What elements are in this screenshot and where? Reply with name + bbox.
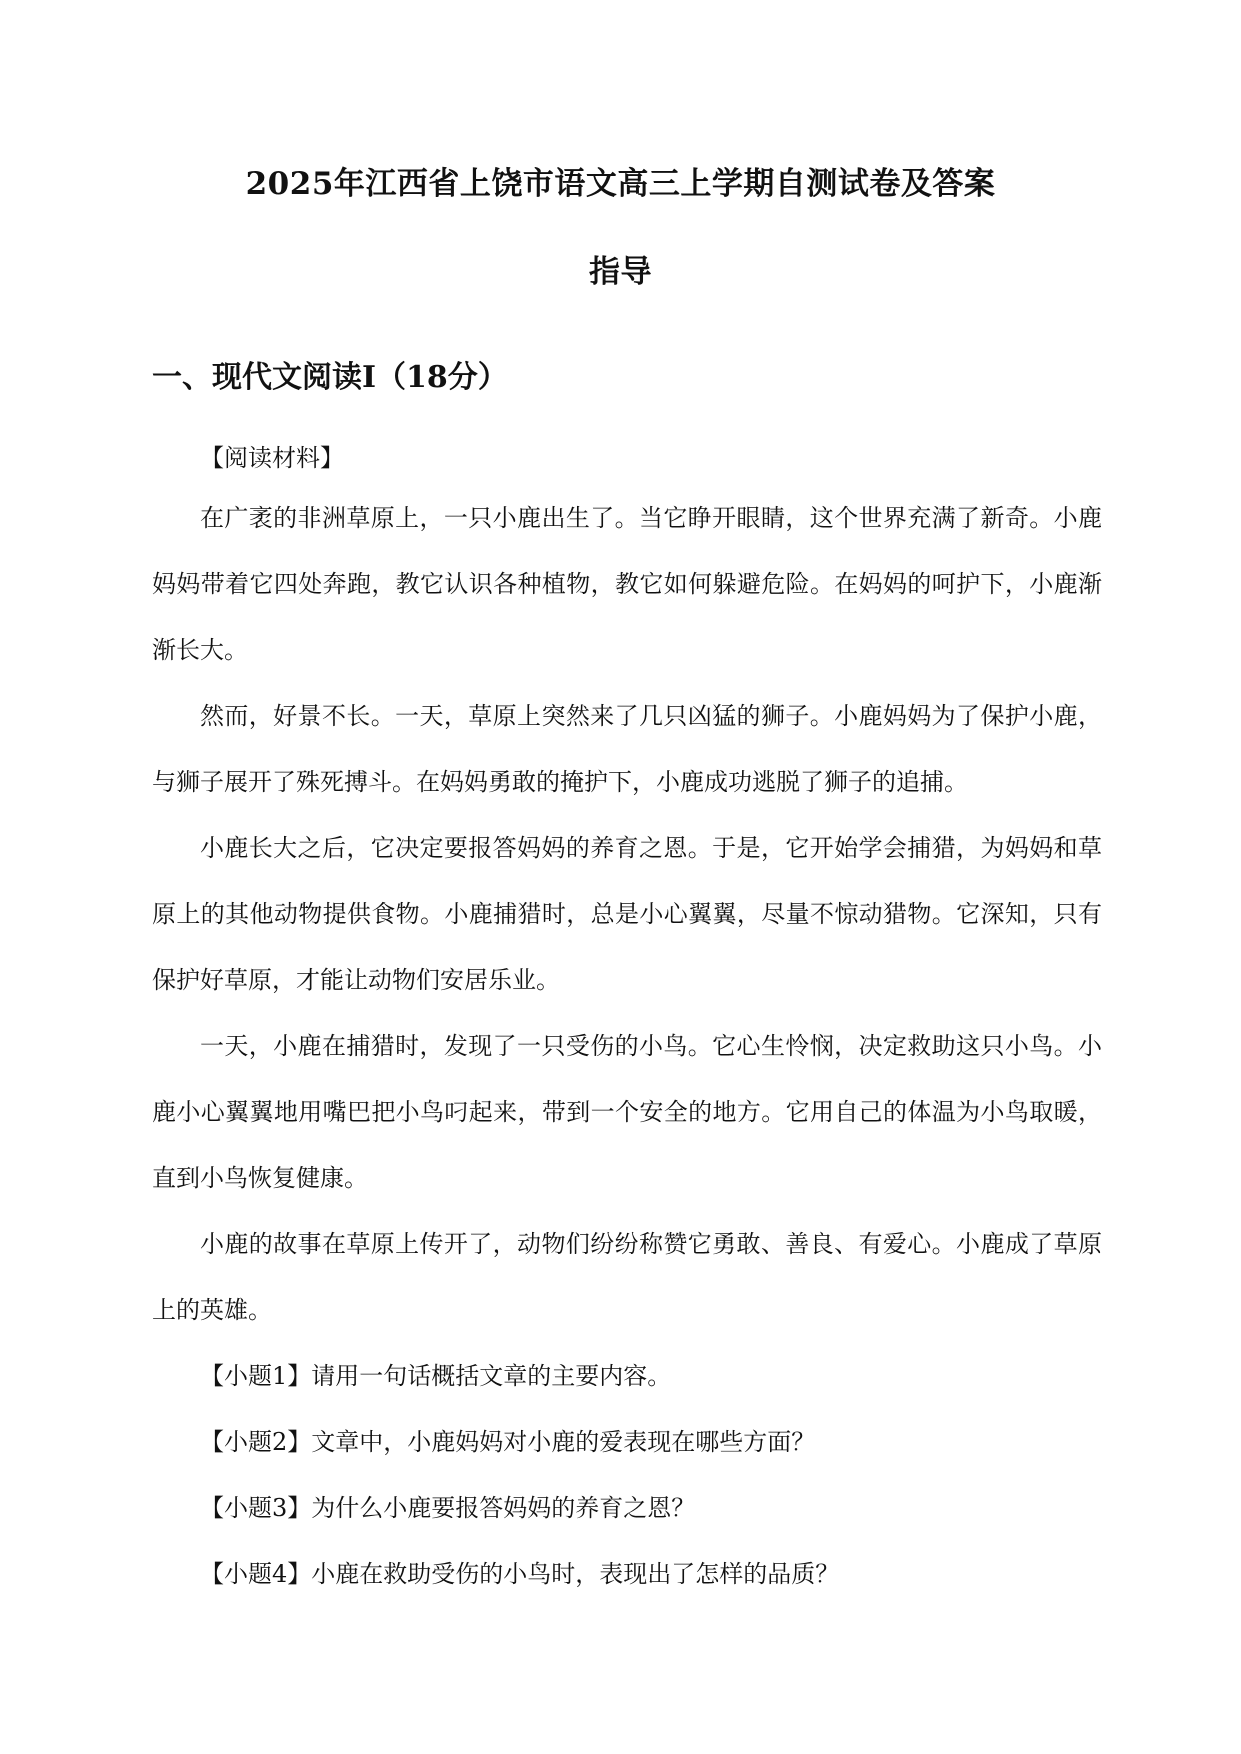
section-heading: 一、现代文阅读Ⅰ（18分） <box>152 360 508 395</box>
question-2: 【小题2】文章中，小鹿妈妈对小鹿的爱表现在哪些方面？ <box>200 1428 816 1456</box>
reading-paragraph-5 <box>152 1211 1102 1343</box>
reading-paragraph-2 <box>152 683 1102 815</box>
paragraph-text: 小鹿长大之后，它决定要报答妈妈的养育之恩。于是，它开始学会捕猎，为妈妈和草原上的其他动物提供食物。小鹿捕猎时，总是小心翼翼，尽量不惊动猎物。它深知，只有保护好草原，才能让动物们安居乐业。 <box>152 834 1102 994</box>
question-4: 【小题4】小鹿在救助受伤的小鸟时，表现出了怎样的品质？ <box>200 1560 840 1588</box>
document-title-line-2: 指导 <box>589 254 652 290</box>
document-title-line-1: 2025年江西省上饶市语文高三上学期自测试卷及答案 <box>245 166 996 202</box>
reading-paragraph-1 <box>152 485 1102 683</box>
material-label: 【阅读材料】 <box>200 444 344 472</box>
paragraph-text: 然而，好景不长。一天，草原上突然来了几只凶猛的狮子。小鹿妈妈为了保护小鹿，与狮子展开了殊死搏斗。在妈妈勇敢的掩护下，小鹿成功逃脱了狮子的追捕。 <box>152 702 1102 796</box>
question-3: 【小题3】为什么小鹿要报答妈妈的养育之恩？ <box>200 1494 696 1522</box>
paragraph-text: 小鹿的故事在草原上传开了，动物们纷纷称赞它勇敢、善良、有爱心。小鹿成了草原上的英雄。 <box>152 1230 1102 1324</box>
reading-paragraph-4 <box>152 1013 1102 1211</box>
paragraph-text: 一天，小鹿在捕猎时，发现了一只受伤的小鸟。它心生怜悯，决定救助这只小鸟。小鹿小心翼翼地用嘴巴把小鸟叼起来，带到一个安全的地方。它用自己的体温为小鸟取暖，直到小鸟恢复健康。 <box>152 1032 1102 1192</box>
reading-paragraph-3 <box>152 815 1102 1013</box>
question-1: 【小题1】请用一句话概括文章的主要内容。 <box>200 1362 672 1390</box>
paragraph-text: 在广袤的非洲草原上，一只小鹿出生了。当它睁开眼睛，这个世界充满了新奇。小鹿妈妈带着它四处奔跑，教它认识各种植物，教它如何躲避危险。在妈妈的呵护下，小鹿渐渐长大。 <box>152 504 1102 664</box>
